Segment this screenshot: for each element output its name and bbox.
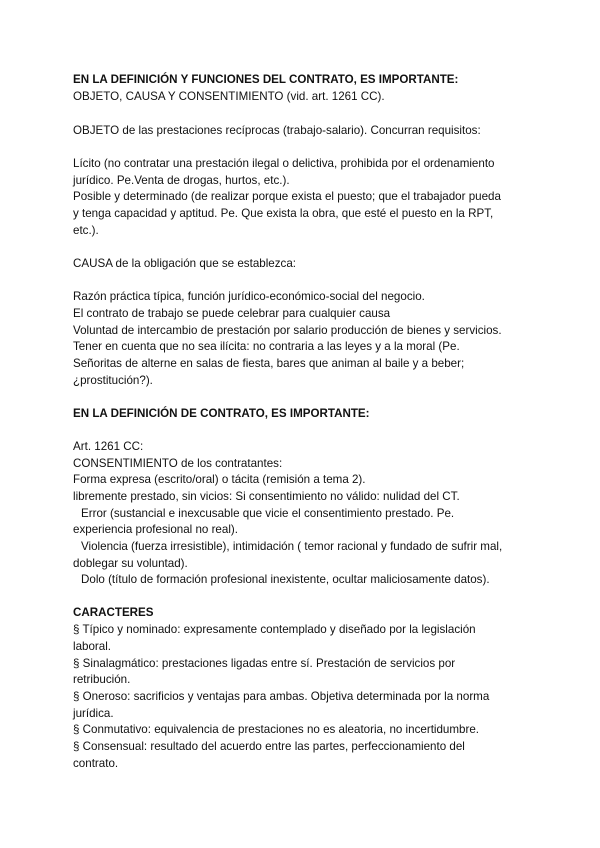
caracter-tipico-line-1: § Típico y nominado: expresamente contemplado y diseñado por la legislación	[73, 623, 476, 636]
causa-line-4: Tener en cuenta que no sea ilícita: no contraria a las leyes y a la moral (Pe.	[73, 340, 460, 353]
posible-line-2: y tenga capacidad y aptitud. Pe. Que exista la obra, que esté el puesto en la RPT,	[73, 207, 494, 220]
posible-line-1: Posible y determinado (de realizar porque exista el puesto; que el trabajador pueda	[73, 190, 501, 203]
licito-line-1: Lícito (no contratar una prestación ilegal o delictiva, prohibida por el ordenamiento	[73, 157, 495, 170]
caracter-sinalagmatico-line-2: retribución.	[73, 673, 131, 686]
caracter-tipico-line-2: laboral.	[73, 640, 112, 653]
section-heading-definicion-funciones: EN LA DEFINICIÓN Y FUNCIONES DEL CONTRATO, ES IMPORTANTE:	[73, 73, 459, 86]
causa-line-5: Señoritas de alterne en salas de fiesta, bares que animan al baile y a beber;	[73, 357, 465, 370]
caracter-oneroso-line-1: § Oneroso: sacrificios y ventajas para ambas. Objetiva determinada por la norma	[73, 690, 490, 703]
causa-intro: CAUSA de la obligación que se establezca:	[73, 257, 296, 270]
causa-line-2: El contrato de trabajo se puede celebrar para cualquier causa	[73, 307, 391, 320]
violencia-line-1: Violencia (fuerza irresistible), intimidación ( temor racional y fundado de sufrir mal,	[81, 540, 503, 553]
causa-line-6: ¿prostitución?).	[73, 374, 153, 387]
posible-line-3: etc.).	[73, 224, 99, 237]
caracter-oneroso-line-2: jurídica.	[73, 707, 114, 720]
caracter-consensual-line-2: contrato.	[73, 757, 119, 770]
objeto-intro: OBJETO de las prestaciones recíprocas (trabajo-salario). Concurran requisitos:	[73, 124, 481, 137]
causa-line-3: Voluntad de intercambio de prestación por salario producción de bienes y servicios.	[73, 324, 502, 337]
section-heading-caracteres: CARACTERES	[73, 606, 154, 619]
section-heading-definicion-contrato: EN LA DEFINICIÓN DE CONTRATO, ES IMPORTANTE:	[73, 407, 370, 420]
licito-line-2: jurídico. Pe.Venta de drogas, hurtos, etc.).	[73, 174, 290, 187]
error-line-1: Error (sustancial e inexcusable que vicie el consentimiento prestado. Pe.	[81, 507, 455, 520]
libremente-line: libremente prestado, sin vicios: Si consentimiento no válido: nulidad del CT.	[73, 490, 460, 503]
error-line-2: experiencia profesional no real).	[73, 523, 238, 536]
dolo-line: Dolo (título de formación profesional inexistente, ocultar maliciosamente datos).	[81, 573, 490, 586]
art-1261-line: Art. 1261 CC:	[73, 440, 144, 453]
subheading-objeto-causa-consentimiento: OBJETO, CAUSA Y CONSENTIMIENTO (vid. art. 1261 CC).	[73, 90, 385, 103]
forma-line: Forma expresa (escrito/oral) o tácita (remisión a tema 2).	[73, 473, 366, 486]
caracter-consensual-line-1: § Consensual: resultado del acuerdo entre las partes, perfeccionamiento del	[73, 740, 465, 753]
consentimiento-line: CONSENTIMIENTO de los contratantes:	[73, 457, 283, 470]
causa-line-1: Razón práctica típica, función jurídico-económico-social del negocio.	[73, 290, 425, 303]
caracter-conmutativo-line: § Conmutativo: equivalencia de prestaciones no es aleatoria, no incertidumbre.	[73, 723, 480, 736]
caracter-sinalagmatico-line-1: § Sinalagmático: prestaciones ligadas entre sí. Prestación de servicios por	[73, 657, 456, 670]
violencia-line-2: doblegar su voluntad).	[73, 557, 188, 570]
